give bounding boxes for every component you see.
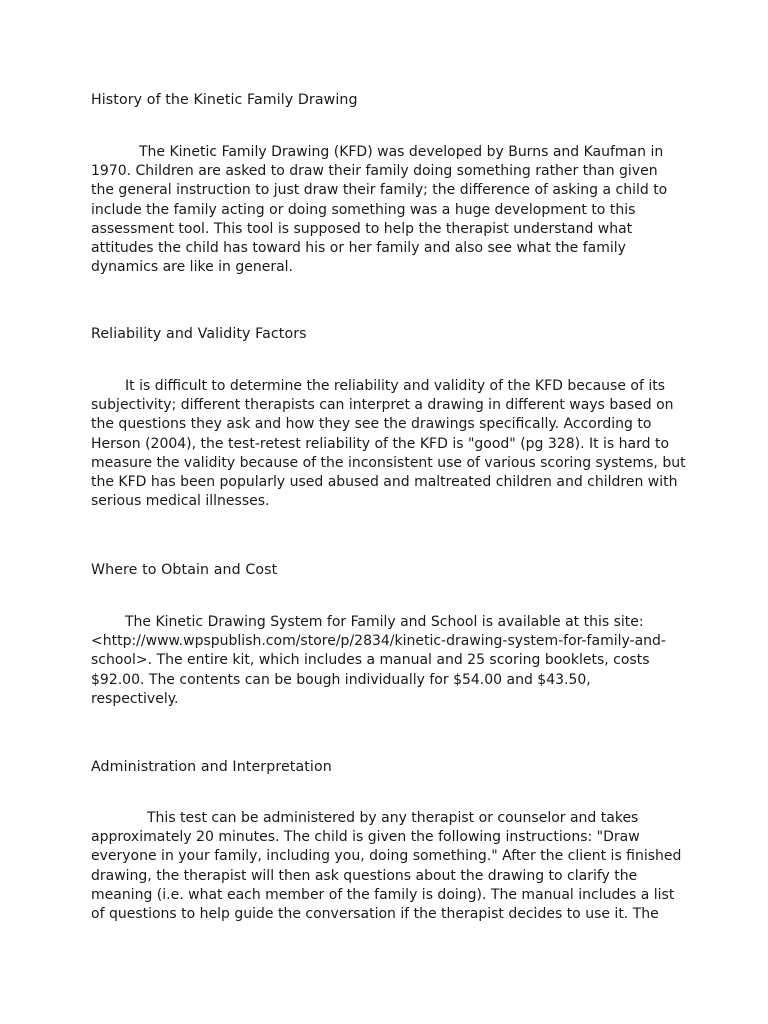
paragraph-history [91,143,667,277]
paragraph-line: assessment tool. This tool is supposed to help the therapist understand what [91,220,633,237]
paragraph-line: It is difficult to determine the reliability and validity of the KFD because of its [125,378,666,394]
paragraph-line: Herson (2004), the test-retest reliability of the KFD is "good" (pg 328). It is hard to [91,435,670,452]
paragraph-line: serious medical illnesses. [91,493,270,510]
paragraph-reliability [91,377,686,511]
paragraph-line: the KFD has been popularly used abused and maltreated children and children with [91,474,678,491]
section-heading-obtain-cost: Where to Obtain and Cost [91,562,278,578]
paragraph-line: the general instruction to just draw their family; the difference of asking a child to [91,182,668,199]
paragraph-line: school>. The entire kit, which includes a manual and 25 scoring booklets, costs [91,652,650,669]
paragraph-line: dynamics are like in general. [91,259,294,276]
section-heading-administration: Administration and Interpretation [91,759,332,775]
paragraph-line: $92.00. The contents can be bough individually for $54.00 and $43.50, [91,671,591,688]
paragraph-line: drawing, the therapist will then ask questions about the drawing to clarify the [91,867,638,884]
paragraph-line: approximately 20 minutes. The child is given the following instructions: "Draw [91,829,640,846]
paragraph-line: <http://www.wpspublish.com/store/p/2834/kinetic-drawing-system-for-family-and- [91,633,666,650]
paragraph-line: 1970. Children are asked to draw their family doing something rather than given [91,163,658,180]
paragraph-line: include the family acting or doing something was a huge development to this [91,201,636,218]
section-heading-reliability: Reliability and Validity Factors [91,326,307,342]
paragraph-line: This test can be administered by any therapist or counselor and takes [147,810,639,826]
paragraph-line: subjectivity; different therapists can interpret a drawing in different ways based on [91,397,674,414]
paragraph-line: respectively. [91,690,179,707]
paragraph-obtain-cost [91,613,666,709]
paragraph-line: attitudes the child has toward his or her family and also see what the family [91,240,626,257]
paragraph-line: meaning (i.e. what each member of the family is doing). The manual includes a list [91,886,675,903]
paragraph-line: of questions to help guide the conversation if the therapist decides to use it. The [91,906,659,923]
paragraph-line: everyone in your family, including you, doing something." After the client is finished [91,848,682,865]
paragraph-line: measure the validity because of the inconsistent use of various scoring systems, but [91,454,686,471]
section-heading-history: History of the Kinetic Family Drawing [91,92,358,108]
paragraph-administration [91,809,681,924]
paragraph-line: the questions they ask and how they see the drawings specifically. According to [91,416,652,433]
paragraph-line: The Kinetic Drawing System for Family and School is available at this site: [125,614,644,630]
paragraph-line: The Kinetic Family Drawing (KFD) was developed by Burns and Kaufman in [139,144,664,160]
